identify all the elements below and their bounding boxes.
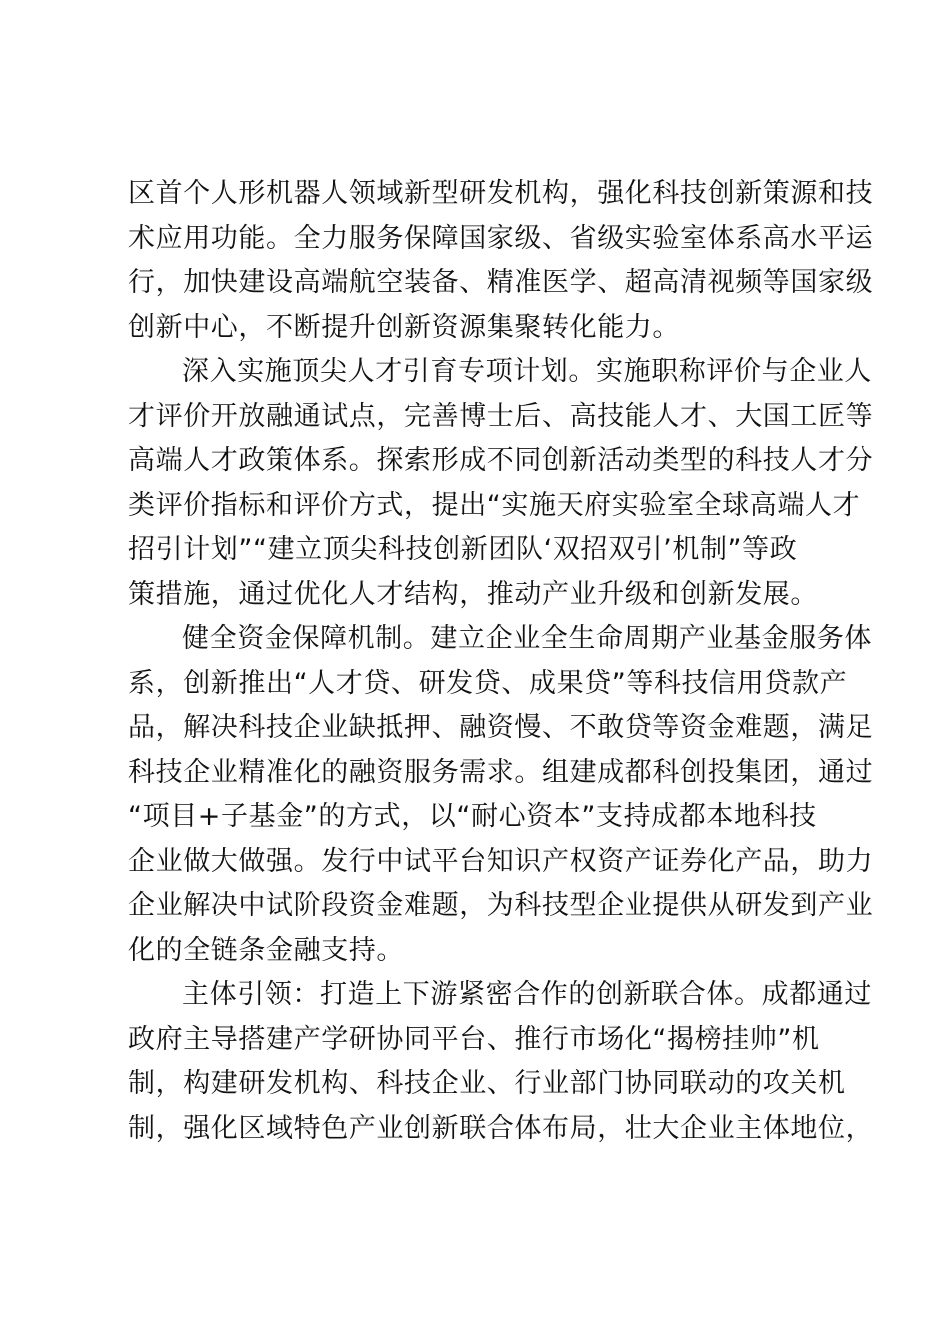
- text-line: 区首个人形机器人领域新型研发机构，强化科技创新策源和技: [128, 178, 874, 209]
- text-line: 深入实施顶尖人才引育专项计划。实施职称评价与企业人: [182, 356, 872, 387]
- text-line: 系，创新推出“人才贷、研发贷、成果贷”等科技信用贷款产: [128, 667, 848, 699]
- paragraph-4: [128, 973, 874, 1151]
- paragraph-1: [128, 172, 874, 350]
- text-line: 制，构建研发机构、科技企业、行业部门协同联动的攻关机: [128, 1068, 846, 1099]
- paragraph-2: [128, 350, 874, 617]
- text-line: 制，强化区域特色产业创新联合体布局，壮大企业主体地位，: [128, 1112, 874, 1144]
- text-line: 创新中心，不断提升创新资源集聚转化能力。: [128, 311, 680, 343]
- text-line: 主体引领：打造上下游紧密合作的创新联合体。成都通过: [182, 979, 872, 1010]
- text-line: 行，加快建设高端航空装备、精准医学、超高清视频等国家级: [128, 267, 874, 298]
- text-line: 化的全链条金融支持。: [128, 934, 404, 966]
- text-line: “项目+子基金”的方式，以“耐心资本”支持成都本地科技: [128, 801, 817, 832]
- body-text: [128, 172, 874, 1151]
- text-line: 健全资金保障机制。建立企业全生命周期产业基金服务体: [182, 623, 872, 654]
- text-line: 才评价开放融通试点，完善博士后、高技能人才、大国工匠等: [128, 400, 874, 432]
- text-line: 科技企业精准化的融资服务需求。组建成都科创投集团，通过: [128, 756, 874, 788]
- text-line: 企业做大做强。发行中试平台知识产权资产证券化产品，助力: [128, 845, 874, 877]
- text-line: 高端人才政策体系。探索形成不同创新活动类型的科技人才分: [128, 445, 874, 476]
- text-line: 类评价指标和评价方式，提出“实施天府实验室全球高端人才: [128, 489, 861, 521]
- paragraph-3: [128, 617, 874, 973]
- text-line: 品，解决科技企业缺抵押、融资慢、不敢贷等资金难题，满足: [128, 712, 874, 743]
- text-line: 招引计划”“建立顶尖科技创新团队‘双招双引’机制”等政: [128, 534, 798, 565]
- text-line: 企业解决中试阶段资金难题，为科技型企业提供从研发到产业: [128, 890, 874, 921]
- text-line: 政府主导搭建产学研协同平台、推行市场化“揭榜挂帅”机: [128, 1023, 820, 1055]
- text-line: 策措施，通过优化人才结构，推动产业升级和创新发展。: [128, 578, 818, 610]
- text-line: 术应用功能。全力服务保障国家级、省级实验室体系高水平运: [128, 222, 874, 254]
